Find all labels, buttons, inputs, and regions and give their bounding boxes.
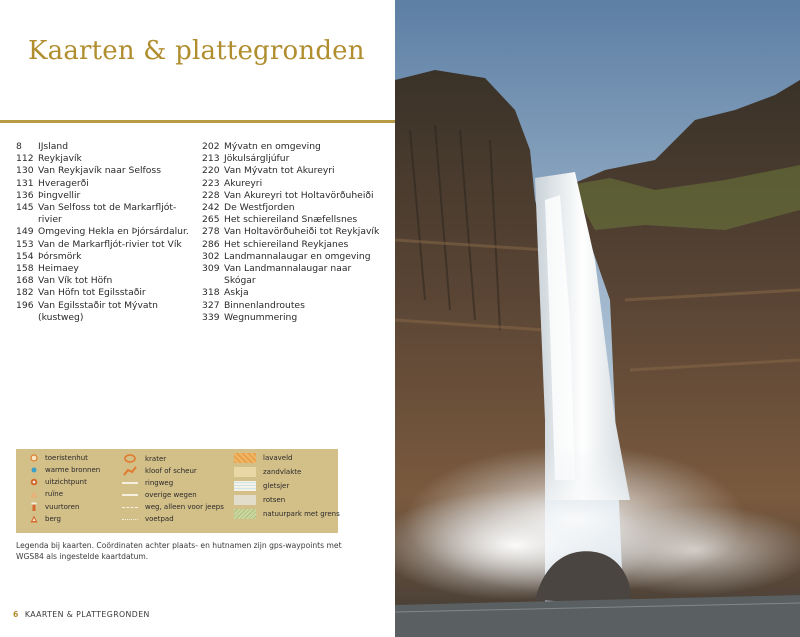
viewpoint-icon — [30, 478, 38, 486]
map-name: Hveragerði — [38, 177, 89, 189]
map-page-number — [16, 312, 38, 324]
legend-item-rocks: rotsen — [234, 495, 285, 505]
map-name: Binnenlandroutes — [224, 299, 305, 311]
map-name: Van Höfn tot Egilsstaðir — [38, 287, 146, 299]
map-index-entry — [202, 287, 394, 299]
map-name: Van Vík tot Höfn — [38, 275, 113, 287]
map-page-number: 158 — [16, 263, 34, 275]
other-roads-line — [122, 494, 138, 496]
map-index-entry — [16, 178, 196, 190]
nature-park-swatch — [234, 509, 256, 519]
page-number: 6 — [13, 610, 19, 619]
map-name: Jökulsárgljúfur — [224, 153, 290, 165]
rocks-swatch — [234, 495, 256, 505]
map-index-entry — [202, 251, 394, 263]
map-name: Reykjavík — [38, 153, 82, 165]
map-name: Skógar — [224, 275, 256, 287]
map-index-entry — [16, 263, 196, 275]
legend-item-mountain: berg — [30, 515, 61, 523]
map-name: Van Holtavörðuheiði tot Reykjavík — [224, 226, 380, 238]
waterfall-photo — [395, 0, 800, 637]
lighthouse-icon — [30, 502, 38, 512]
running-header: KAARTEN & PLATTEGRONDEN — [24, 610, 150, 619]
map-page-number: 136 — [16, 189, 34, 201]
map-page-number: 112 — [16, 153, 34, 165]
legend-item-viewpoint: uitzichtpunt — [30, 478, 87, 486]
map-name: Mývatn en omgeving — [224, 141, 321, 152]
map-page-number: 8 — [16, 141, 22, 152]
map-page-number: 242 — [202, 202, 220, 214]
hut-icon — [30, 454, 38, 462]
waterfall-image — [395, 0, 800, 637]
map-index-entry — [16, 287, 196, 299]
map-page-number: 309 — [202, 263, 220, 275]
map-page-number: 153 — [16, 238, 34, 250]
legend-item-jeep-road: weg, alleen voor jeeps — [122, 503, 224, 511]
map-index-entry — [16, 141, 196, 153]
map-index-entry — [16, 190, 196, 202]
legend-item-sand: zandvlakte — [234, 467, 301, 477]
map-index-left-column — [16, 141, 196, 324]
map-index-entry — [202, 300, 394, 312]
map-page-number: 168 — [16, 275, 34, 287]
map-name: Landmannalaugar en omgeving — [224, 250, 371, 262]
map-name: Het schiereiland Reykjanes — [224, 238, 349, 250]
map-name: Heimaey — [38, 263, 79, 275]
map-page-number: 278 — [202, 226, 220, 238]
map-name: De Westfjorden — [224, 202, 295, 214]
map-name: Askja — [224, 287, 249, 299]
map-index-entry — [16, 226, 196, 238]
gorge-icon — [122, 466, 138, 476]
legend-item-other-roads: overige wegen — [122, 491, 197, 499]
map-page-number — [16, 214, 38, 226]
map-name: IJsland — [38, 141, 69, 152]
page-title: Kaarten & plattegronden — [28, 36, 365, 66]
page-footer — [13, 610, 150, 619]
legend-item-nature-park: natuurpark met grens — [234, 509, 340, 519]
map-index-entry — [202, 190, 394, 202]
map-name: Het schiereiland Snæfellsnes — [224, 214, 358, 226]
hot-springs-icon — [30, 466, 38, 474]
map-page-number: 228 — [202, 189, 220, 201]
map-name: Van Akureyri tot Holtavörðuheiði — [224, 189, 374, 201]
title-rule — [0, 120, 395, 123]
map-page-number: 149 — [16, 226, 34, 238]
map-page-number: 327 — [202, 299, 220, 311]
ring-road-line — [122, 482, 138, 485]
map-name: Van Egilsstaðir tot Mývatn — [38, 299, 158, 311]
glacier-swatch — [234, 481, 256, 491]
map-index-entry — [16, 251, 196, 263]
map-page-number: 154 — [16, 250, 34, 262]
map-page-number: 213 — [202, 153, 220, 165]
map-name: Þórsmörk — [38, 250, 82, 262]
map-name: Omgeving Hekla en Þjórsárdalur. — [38, 226, 189, 238]
map-index-entry — [202, 153, 394, 165]
map-index-entry — [16, 165, 196, 177]
legend-caption: Legenda bij kaarten. Coördinaten achter plaats- en hutnamen zijn gps-waypoints met WGS84 als ingestelde kaartdatum. — [16, 541, 342, 561]
legend-item-ring-road: ringweg — [122, 479, 173, 487]
map-index-entry — [202, 202, 394, 214]
map-name: Van Reykjavík naar Selfoss — [38, 165, 161, 177]
lava-swatch — [234, 453, 256, 463]
footpath-line — [122, 519, 138, 520]
legend-item-footpath: voetpad — [122, 515, 174, 523]
map-page-number: 318 — [202, 287, 220, 299]
map-index-entry — [16, 153, 196, 165]
crater-icon — [122, 454, 138, 463]
map-index-entry — [202, 178, 394, 190]
map-index-entry — [16, 300, 196, 312]
map-name: Akureyri — [224, 177, 263, 189]
map-page-number: 130 — [16, 165, 34, 177]
map-name: Van Mývatn tot Akureyri — [224, 165, 335, 177]
map-name: Van de Markarfljót-rivier tot Vík — [38, 238, 182, 250]
legend-item-gorge: kloof of scheur — [122, 466, 197, 476]
map-index-entry — [16, 312, 196, 324]
legend-item-lighthouse: vuurtoren — [30, 502, 79, 512]
map-page-number: 220 — [202, 165, 220, 177]
map-index-entry — [202, 263, 394, 275]
jeep-road-line — [122, 507, 138, 508]
map-page-number: 302 — [202, 250, 220, 262]
map-name: Van Selfoss tot de Markarfljót- — [38, 202, 177, 214]
map-index-entry — [16, 239, 196, 251]
map-index-entry — [16, 275, 196, 287]
map-index-entry — [202, 275, 394, 287]
legend-item-hot-springs: warme bronnen — [30, 466, 100, 474]
legend-item-hut: toeristenhut — [30, 454, 88, 462]
map-name: Van Landmannalaugar naar — [224, 263, 352, 275]
legend-item-lava: lavaveld — [234, 453, 293, 463]
map-page-number: 339 — [202, 311, 220, 323]
map-name: rivier — [38, 214, 62, 226]
map-index-entry — [16, 202, 196, 214]
map-index-entry — [202, 226, 394, 238]
map-page-number: 145 — [16, 202, 34, 214]
map-legend — [16, 449, 338, 533]
legend-item-crater: krater — [122, 454, 166, 463]
map-page-number — [202, 275, 224, 287]
map-page-number: 265 — [202, 214, 220, 226]
map-page-number: 196 — [16, 299, 34, 311]
map-page-number: 131 — [16, 177, 34, 189]
map-name: Þingvellir — [38, 189, 81, 201]
mountain-icon — [30, 515, 38, 523]
map-index-entry — [202, 239, 394, 251]
map-page-number: 202 — [202, 141, 220, 152]
map-name: (kustweg) — [38, 311, 84, 323]
map-name: Wegnummering — [224, 311, 298, 323]
map-index-entry — [202, 165, 394, 177]
legend-item-ruin: ruïne — [30, 490, 63, 498]
map-page-number: 286 — [202, 238, 220, 250]
map-index-right-column — [202, 141, 394, 324]
map-index-entry — [202, 141, 394, 153]
ruin-icon — [30, 490, 38, 498]
map-index-entry — [202, 214, 394, 226]
map-page-number: 182 — [16, 287, 34, 299]
map-index-entry — [202, 312, 394, 324]
map-page-number: 223 — [202, 177, 220, 189]
legend-item-glacier: gletsjer — [234, 481, 289, 491]
map-index-entry — [16, 214, 196, 226]
sand-swatch — [234, 467, 256, 477]
left-page — [0, 0, 395, 637]
